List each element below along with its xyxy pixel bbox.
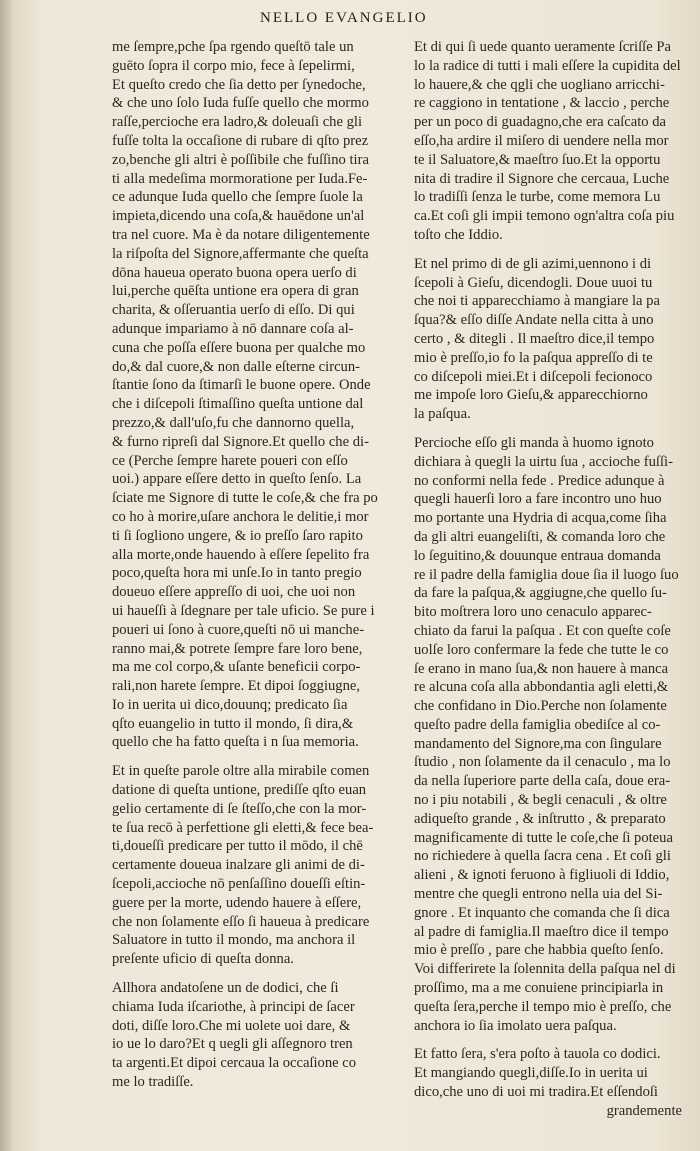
paragraph [414,255,682,424]
text-line: impieta,dicendo una coſa,& hauēdone un'al [112,208,365,225]
text-line: ſe erano in mano ſua,& non hauere à manca [414,660,669,677]
text-line: & che uno ſolo Iuda fuſſe quello che mormo [112,95,369,112]
text-line: ſciate me Signore di tutte le coſe,& che fra po [112,490,378,507]
paragraph [112,979,400,1092]
text-line: re alcuna coſa alla abbondantia agli eletti,& [414,679,669,696]
text-line: re caggiono in tentatione , & laccio , perche [414,95,670,112]
marginalia-note [88,44,108,94]
text-line: Et di qui ſi uede quanto ueramente ſcriſſe Pa [414,39,671,55]
text-line: gnore . Et inquanto che comanda che ſi dica [414,904,670,921]
text-line: anchora io ſia imolato uera paſqua. [414,1017,617,1034]
text-line: uoi.) appare eſſere detto in queſto ſenſo. La [112,471,362,488]
text-line: me impoſe loro Gieſu,& apparecchiorno [414,387,648,404]
text-line: no i piu notabili , & begli cenaculi , & oltre [414,792,667,809]
text-line: prezzo,& dall'uſo,fu che dannorno quella, [112,414,355,431]
text-line: no richiedere à quella ſacra cena . Et coſi gli [414,848,671,865]
text-line: mio è preſſo , pare che habbia queſto ſenſo. [414,942,664,959]
text-line: co ho à morire,uſare anchora le delitie,i mor [112,508,369,525]
text-line: Et fatto ſera, s'era poſto à tauola co dodici. [414,1046,661,1063]
paragraph [112,38,400,752]
text-line: queſto padre della famiglia obediſce al co- [414,716,661,733]
text-line: nita di tradire il Signore che cercaua, Luche [414,170,670,187]
text-line: proſſimo, ma a me conuiene principiarla in [414,980,664,997]
text-line: ſtantie ſono da ſtimarſi le buone opere. Onde [112,377,371,394]
text-line: qſto euangelio in tutto il mondo, ſi dira,& [112,715,354,732]
text-line: Et queſto credo che ſia detto per ſynedoche, [112,76,366,93]
text-line: certo , & ditegli . Il maeſtro dice,il tempo [414,330,655,347]
text-line: dichiara à quegli la uirtu ſua , accioche fuſſi- [414,453,673,470]
text-line: eſſo,ha ardire il miſero di uendere nella mor [414,132,669,149]
text-line: Voi differirete la ſolennita della paſqua nel di [414,961,676,978]
text-line: ti ſi ſogliono ungere, & io preſſo ſaro rapito [112,527,363,544]
text-line: mo portante una Hydria di acqua,come ſiha [414,510,667,527]
text-line: datione di queſta untione, prediſſe qſto euan [112,782,367,799]
text-line: ui haueſſi à ſdegnare per tale uficio. Se pure i [112,602,375,619]
text-line: no conformi nella fede . Predice adunque à [414,472,665,489]
catchword: grandemente [606,1102,682,1119]
text-line: ma me col corpo,& uſante beneficii corpo- [112,659,361,676]
text-line: mentre che quegli entrono nella uia del Si- [414,886,663,903]
paragraph [414,1045,682,1101]
text-line: poueri ui ſono à cuore,queſti nō ui manche- [112,621,365,638]
text-line: la riſpoſta del Signore,affermante che queſta [112,245,369,262]
right-column [414,38,682,1121]
text-line: preſente uficio di queſta donna. [112,951,294,968]
text-line: ta argenti.Et dipoi cercaua la occaſione co [112,1055,357,1072]
text-line: che confidano in Dio.Perche non ſolamente [414,698,667,715]
paragraph-gap [112,752,400,762]
text-line: Allhora andatoſene un de dodici, che ſi [112,980,339,997]
text-line: da fare la paſqua,& aggiugne,che quello ſu- [414,585,667,602]
text-line: magnificamente di tutte le coſe,che ſi poteua [414,829,673,846]
text-line: lo hauere,& che qgli che uogliano arricchi- [414,76,665,93]
text-line: per un poco di guadagno,che era caſcato da [414,114,667,131]
text-line: Saluatore in tutto il mondo, ma anchora il [112,932,356,949]
text-line: raſſe,percioche era ladro,& doleuaſi che gli [112,114,362,131]
text-line: cuna che poſſa eſſere buona per qualche mo [112,339,366,356]
text-line: poco,queſta hora mi unſe.Io in tanto pregio [112,565,362,582]
text-line: ti,doueſſi predicare per tutto il mōdo, il chē [112,838,363,855]
text-line: ce (Perche ſempre harete poueri con eſſo [112,452,348,469]
text-line: mio è preſſo,io fo la paſqua appreſſo di te [414,349,653,366]
text-line: che non ſolamente eſſo ſi haueua à predicare [112,913,370,930]
text-line: adiqueſto grande , & inſtrutto , & preparato [414,810,666,827]
gutter-shadow [0,0,14,1151]
text-line: lui,perche quēſta untione era opera di gran [112,283,359,300]
text-line: lo ſeguitino,& douunque entraua domanda [414,547,661,564]
text-line: da gli altri euangeliſti, & comanda loro che [414,528,666,545]
text-line: ranno mai,& potrete ſempre fare loro bene, [112,640,363,657]
text-line: bito moſtrera loro uno cenaculo apparec- [414,604,652,621]
text-line: Et nel primo di de gli azimi,uennono i di [414,255,652,272]
text-line: ſcepoli à Gieſu, dicendogli. Doue uuoi tu [414,274,653,291]
text-line: guēto ſopra il corpo mio, fece à ſepelirmi, [112,57,355,74]
text-line: Io in uerita ui dico,douunq; predicato ſia [112,696,348,713]
running-head: NELLO EVANGELIO [260,10,428,26]
text-line: doueuo eſſere appreſſo di uoi, che uoi non [112,584,356,601]
text-line: certamente doueua inalzare gli animi de di- [112,857,365,874]
text-line: tra nel cuore. Ma è da notare diligentemente [112,226,370,243]
text-line: alla morte,onde hauendo à eſſere ſepelito fra [112,546,370,563]
text-line: quegli hauerſi loro a fare incontro uno huo [414,491,662,508]
text-line: al padre di famiglia.Il maeſtro dice il tempo [414,923,669,940]
text-line: dico,che uno di uoi mi tradira.Et eſſendoſi [414,1084,658,1101]
text-line: alieni , & ignoti feruono à figliuoli di Iddio, [414,867,670,884]
text-line: chiama Iuda iſcariothe, à principi de ſacer [112,998,355,1015]
text-line: io ue lo daro?Et q uegli gli aſſegnoro tren [112,1036,353,1053]
text-line: re il padre della famiglia doue ſia il luogo ſuo [414,566,679,583]
paragraph [414,434,682,1036]
text-line: chiato da farui la paſqua . Et con queſte coſe [414,622,671,639]
paragraph-gap [414,245,682,255]
text-line: uolſe loro confermare la fede che tutte le co [414,641,669,658]
text-line: da nella ſuperiore parte della caſa, doue era- [414,773,671,790]
text-line: Et mangiando quegli,diſſe.Io in uerita ui [414,1065,648,1082]
paragraph [414,38,682,245]
text-line: doti, diſſe loro.Che mi uolete uoi dare, & [112,1017,351,1034]
text-line: che i diſcepoli ſtimaſſino queſta untione dal [112,396,364,413]
text-line: la paſqua. [414,406,471,423]
text-line: che noi ti apparecchiamo à mangiare la pa [414,293,660,310]
text-line: zo,benche gli altri è poſſibile che fuſſino tira [112,151,369,168]
text-line: ſtudio , non ſolamente da il cenaculo , ma lo [414,754,671,771]
text-line: toſto che Iddio. [414,226,503,243]
text-line: guere per la morte, udendo hauere à eſſere, [112,894,362,911]
text-line: te il Saluatore,& maeſtro ſuo.Et la opportu [414,151,661,168]
paragraph [112,762,400,969]
paragraph-gap [414,1035,682,1045]
text-line: & furno ripreſi dal Signore.Et quello che di- [112,433,369,450]
text-line: ca.Et coſi gli impii temono ogn'altra coſa piu [414,208,675,225]
text-line: gelio certamente di ſe ſteſſo,che con la mor- [112,800,367,817]
text-line: Et in queſte parole oltre alla mirabile comen [112,763,370,780]
text-line: ſcepoli,accioche nō penſaſſino doueſſi eſtin- [112,876,366,893]
text-line: me lo tradiſſe. [112,1074,194,1091]
text-line: lo la radice di tutti i mali eſſere la cupidita del [414,57,681,74]
left-column [112,38,400,1092]
text-line: me ſempre,pche ſpa rgendo queſtō tale un [112,39,354,55]
text-line: fuſſe tolta la occaſione di rubare di qſto prez [112,132,369,149]
text-line: ſqua?& eſſo diſſe Andate nella citta à uno [414,312,654,329]
text-line: do,& dal cuore,& non dalle eſterne circun- [112,358,360,375]
text-line: ti alla medeſima mormoratione per Iuda.Fe- [112,170,368,187]
text-line: mandamento del Signore,ma con ſingulare [414,735,662,752]
paragraph-gap [112,969,400,979]
text-line: queſta ſera,perche il tempo mio è preſſo, che [414,998,672,1015]
text-line: quello che ha fatto queſta i n ſua memoria. [112,734,359,751]
text-line: adunque impariamo à nō dannare coſa al- [112,320,354,337]
text-line: lo tradiſſi ſenza le turbe, come memora Lu [414,189,661,206]
text-line: charita, & oſſeruantia uerſo di eſſo. Di qui [112,302,355,319]
text-line: Percioche eſſo gli manda à huomo ignoto [414,434,654,451]
text-line: rali,non harete ſempre. Et dipoi ſoggiugne, [112,678,361,695]
text-line: co diſcepoli miei.Et i diſcepoli fecionoco [414,368,653,385]
paragraph-gap [414,424,682,434]
text-line: ce adunque Iuda quello che ſempre ſuole la [112,189,363,206]
text-line: dōna haueua operato buona opera uerſo di [112,264,357,281]
text-line: te ſua recō à perfettione gli eletti,& fece bea- [112,819,374,836]
